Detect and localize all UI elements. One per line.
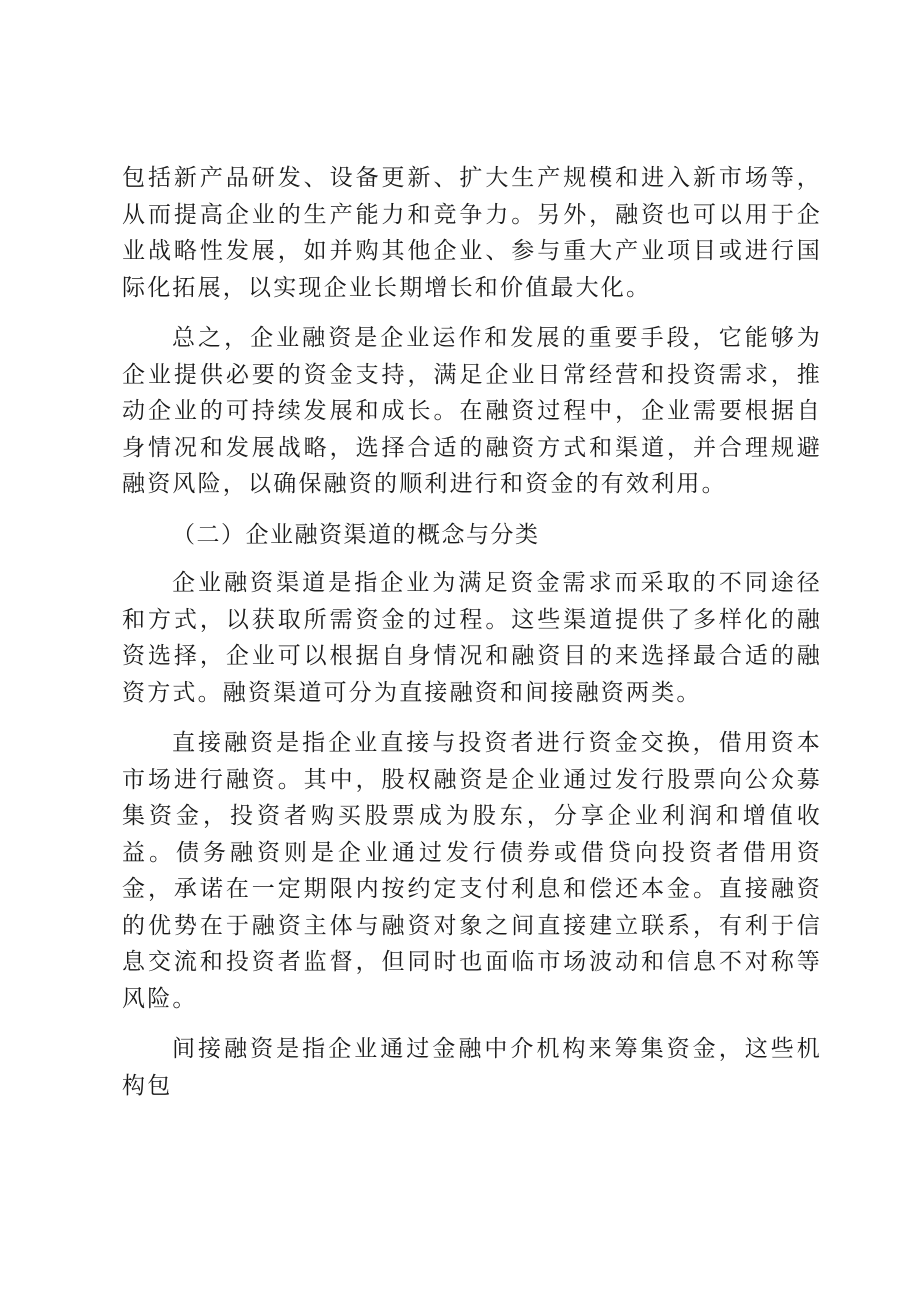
section-heading: （二）企业融资渠道的概念与分类 <box>172 521 540 548</box>
paragraph-channel-concept: 企业融资渠道是指企业为满足资金需求而采取的不同途径和方式，以获取所需资金的过程。这些渠道提供了多样化的融资选择，企业可以根据自身情况和融资目的来选择最合适的融资方式。融资渠道可分为直接融资和间接融资两类。 <box>122 570 822 706</box>
paragraph-financing-uses: 包括新产品研发、设备更新、扩大生产规模和进入新市场等，从而提高企业的生产能力和竞争力。另外，融资也可以用于企业战略性发展，如并购其他企业、参与重大产业项目或进行国际化拓展，以实现企业长期增长和价值最大化。 <box>122 165 822 301</box>
paragraph-indirect-financing: 间接融资是指企业通过金融中介机构来筹集资金，这些机构包 <box>122 1036 822 1099</box>
document-body <box>122 160 822 1118</box>
paragraph-summary: 总之，企业融资是企业运作和发展的重要手段，它能够为企业提供必要的资金支持，满足企业日常经营和投资需求，推动企业的可持续发展和成长。在融资过程中，企业需要根据自身情况和发展战略，选择合适的融资方式和渠道，并合理规避融资风险，以确保融资的顺利进行和资金的有效利用。 <box>122 325 822 497</box>
paragraph-direct-financing: 直接融资是指企业直接与投资者进行资金交换，借用资本市场进行融资。其中，股权融资是企业通过发行股票向公众募集资金，投资者购买股票成为股东，分享企业利润和增值收益。债务融资则是企业通过发行债券或借贷向投资者借用资金，承诺在一定期限内按约定支付利息和偿还本金。直接融资的优势在于融资主体与融资对象之间直接建立联系，有利于信息交流和投资者监督，但同时也面临市场波动和信息不对称等风险。 <box>122 730 822 1012</box>
